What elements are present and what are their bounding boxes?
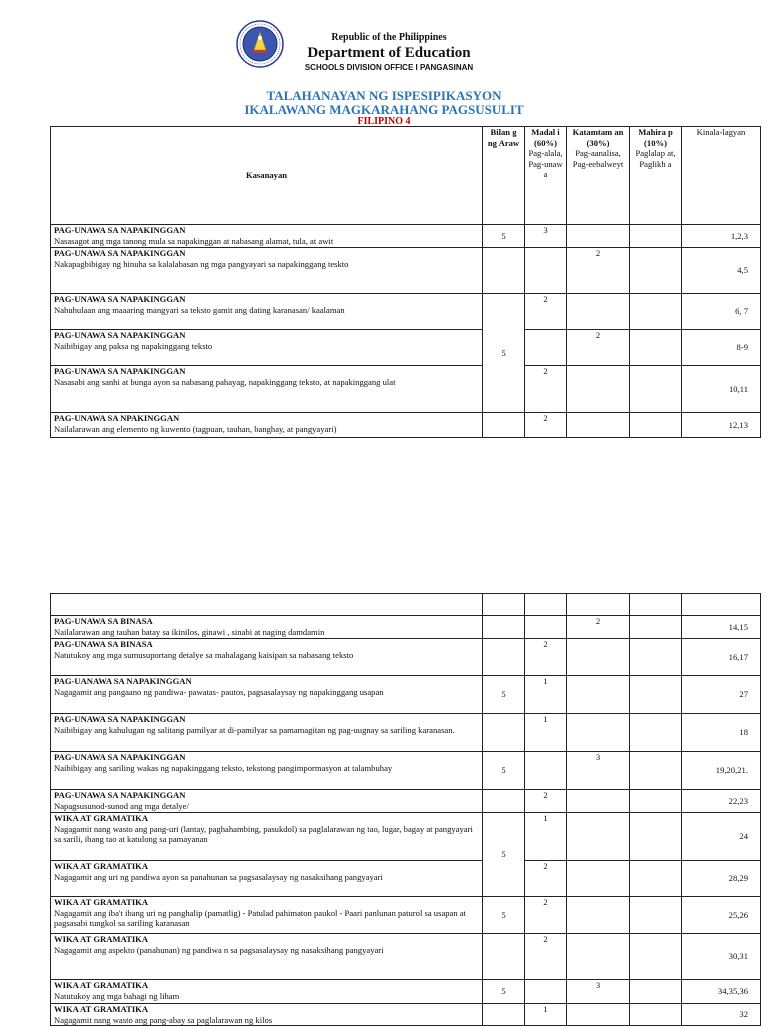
skill-cell xyxy=(51,1004,483,1026)
table-row xyxy=(51,616,761,639)
days-cell xyxy=(483,248,525,294)
skill-cell xyxy=(51,294,483,330)
difficult-count-cell xyxy=(630,676,682,714)
skill-cell xyxy=(51,330,483,366)
location-cell: 1,2,3 xyxy=(682,225,761,248)
col-difficult: Mahira p (10%) Paglalap at, Paglikh a xyxy=(630,127,682,225)
average-count-cell xyxy=(567,294,630,330)
skill-cell xyxy=(51,413,483,438)
skill-cell xyxy=(51,616,483,639)
average-count-cell xyxy=(567,1004,630,1026)
location-cell: 30,31 xyxy=(682,934,761,980)
days-cell: 5 xyxy=(483,225,525,248)
skill-description: Naibibigay ang kahulugan ng salitang pamilyar at di-pamilyar sa pamamagitan ng pag-uugnay sa sariling karanasan. xyxy=(54,724,455,735)
difficult-count-cell xyxy=(630,1004,682,1026)
days-cell xyxy=(483,714,525,752)
skill-description: Natutukoy ang mga sumusuportang detalye sa mahalagang kaisipan sa nabasang teksto xyxy=(54,649,354,660)
days-cell: 5 xyxy=(483,294,525,413)
division-name: SCHOOLS DIVISION OFFICE I PANGASINAN xyxy=(304,63,474,72)
table-row xyxy=(51,897,761,934)
difficult-count-cell xyxy=(630,330,682,366)
skill-cell xyxy=(51,980,483,1004)
average-count-cell xyxy=(567,790,630,813)
table-row xyxy=(51,639,761,676)
skill-description: Naibibigay ang sariling wakas ng napakinggang teksto, tekstong pangimpormasyon at talambuhay xyxy=(54,762,393,773)
days-cell: 5 xyxy=(483,676,525,714)
average-count-cell: 2 xyxy=(567,330,630,366)
table-row xyxy=(51,1004,761,1026)
republic-label: Republic of the Philippines xyxy=(331,32,447,43)
skill-cell xyxy=(51,813,483,861)
location-cell: 8-9 xyxy=(682,330,761,366)
document-header xyxy=(0,14,768,84)
days-cell: 5 xyxy=(483,897,525,934)
location-cell: 24 xyxy=(682,813,761,861)
skill-heading: PAG-UNAWA SA NAPAKINGGAN xyxy=(54,330,186,340)
skill-heading: PAG-UNAWA SA NAPAKINGGAN xyxy=(54,248,186,258)
days-cell xyxy=(483,639,525,676)
average-count-cell xyxy=(567,225,630,248)
easy-count-cell xyxy=(525,330,567,366)
table-row xyxy=(51,676,761,714)
skill-cell xyxy=(51,714,483,752)
location-cell: 22,23 xyxy=(682,790,761,813)
easy-count-cell xyxy=(525,980,567,1004)
skill-heading: WIKA AT GRAMATIKA xyxy=(54,813,149,823)
average-count-cell xyxy=(567,861,630,897)
easy-count-cell: 1 xyxy=(525,1004,567,1026)
easy-count-cell xyxy=(525,752,567,790)
skill-cell xyxy=(51,639,483,676)
average-count-cell xyxy=(567,366,630,413)
skill-description: Natutukoy ang mga bahagi ng liham xyxy=(54,990,180,1001)
skill-cell xyxy=(51,897,483,934)
skill-heading: WIKA AT GRAMATIKA xyxy=(54,980,149,990)
doc-title: TALAHANAYAN NG ISPESIPIKASYON xyxy=(266,88,502,103)
difficult-count-cell xyxy=(630,790,682,813)
skill-description: Nagagamit nang wasto ang pang-uri (lantay, paghahambing, pasukdol) sa paglalarawan ng tao, lugar, bagay at pangyayari sa sarili, ibang tao at katulong sa pamayanan xyxy=(54,823,473,844)
subject-label: FILIPINO 4 xyxy=(357,116,411,127)
skill-description: Nahuhulaan ang maaaring mangyari sa teksto gamit ang dating karanasan/ kaalaman xyxy=(54,304,345,315)
location-cell: 25,26 xyxy=(682,897,761,934)
easy-count-cell: 2 xyxy=(525,790,567,813)
table-row xyxy=(51,752,761,790)
skill-description: Nailalarawan ang tauhan batay sa ikinilos, ginawi , sinabi at naging damdamin xyxy=(54,626,325,637)
skill-description: Nagagamit ang aspekto (panahunan) ng pandiwa n sa pagsasalaysay ng nasaksihang pangyayari xyxy=(54,944,384,955)
col-easy: Madal i (60%) Pag-alala, Pag-unaw a xyxy=(525,127,567,225)
skill-heading: WIKA AT GRAMATIKA xyxy=(54,1004,149,1014)
easy-count-cell: 2 xyxy=(525,897,567,934)
location-cell: 16,17 xyxy=(682,639,761,676)
days-cell: 5 xyxy=(483,752,525,790)
skill-cell xyxy=(51,676,483,714)
skill-description: Nagagamit ang iba't ibang uri ng panghalip (pamatlig) - Patulad pahimaton paukol - Paari panlunan paturol sa usapan at pagsasabi tungkol sa sariling karanasan xyxy=(54,907,467,928)
difficult-count-cell xyxy=(630,980,682,1004)
table-row xyxy=(51,714,761,752)
blank-header-cell xyxy=(51,594,483,616)
skill-cell xyxy=(51,752,483,790)
skill-description: Nagagamit ang pangaano ng pandiwa- pawatas- pautos, pagsasalaysay ng napakinggang usapan xyxy=(54,686,384,697)
difficult-count-cell xyxy=(630,248,682,294)
table-row xyxy=(51,225,761,248)
skill-heading: PAG-UNAWA SA NAPAKINGGAN xyxy=(54,366,186,376)
skill-cell xyxy=(51,366,483,413)
location-cell: 12,13 xyxy=(682,413,761,438)
difficult-count-cell xyxy=(630,616,682,639)
skill-cell xyxy=(51,248,483,294)
easy-count-cell: 2 xyxy=(525,639,567,676)
table-row xyxy=(51,861,761,897)
days-cell: 5 xyxy=(483,980,525,1004)
location-cell: 6, 7 xyxy=(682,294,761,330)
difficult-count-cell xyxy=(630,897,682,934)
days-cell xyxy=(483,790,525,813)
skill-heading: PAG-UNAWA SA NAPAKINGGAN xyxy=(54,790,186,800)
department-name: Department of Education xyxy=(307,45,471,61)
average-count-cell xyxy=(567,934,630,980)
skill-description: Nagagamit nang wasto ang pang-abay sa paglalarawan ng kilos xyxy=(54,1014,273,1025)
easy-count-cell: 2 xyxy=(525,294,567,330)
deped-seal-icon xyxy=(236,20,284,68)
table-row xyxy=(51,790,761,813)
difficult-count-cell xyxy=(630,413,682,438)
skill-heading: WIKA AT GRAMATIKA xyxy=(54,934,149,944)
skill-heading: PAG-UNAWA SA NAPAKINGGAN xyxy=(54,714,186,724)
location-cell: 32 xyxy=(682,1004,761,1026)
days-cell: 5 xyxy=(483,813,525,897)
skill-heading: PAG-UNAWA SA NAPAKINGGAN xyxy=(54,752,186,762)
skill-description: Nasasagot ang mga tanong mula sa napakinggan at nabasang alamat, tula, at awit xyxy=(54,235,334,246)
easy-count-cell: 1 xyxy=(525,714,567,752)
easy-count-cell: 2 xyxy=(525,366,567,413)
average-count-cell xyxy=(567,714,630,752)
location-cell: 14,15 xyxy=(682,616,761,639)
location-cell: 28,29 xyxy=(682,861,761,897)
days-cell xyxy=(483,413,525,438)
difficult-count-cell xyxy=(630,366,682,413)
easy-count-cell xyxy=(525,616,567,639)
average-count-cell: 3 xyxy=(567,980,630,1004)
location-cell: 34,35,36 xyxy=(682,980,761,1004)
days-cell xyxy=(483,934,525,980)
easy-count-cell: 3 xyxy=(525,225,567,248)
days-cell xyxy=(483,1004,525,1026)
difficult-count-cell xyxy=(630,225,682,248)
skill-description: Naibibigay ang paksa ng napakinggang teksto xyxy=(54,340,213,351)
difficult-count-cell xyxy=(630,861,682,897)
days-cell xyxy=(483,616,525,639)
skill-cell xyxy=(51,790,483,813)
easy-count-cell: 2 xyxy=(525,934,567,980)
difficult-count-cell xyxy=(630,934,682,980)
table-row xyxy=(51,980,761,1004)
skill-heading: WIKA AT GRAMATIKA xyxy=(54,897,149,907)
location-cell: 19,20,21. xyxy=(682,752,761,790)
col-skill: Kasanayan xyxy=(51,127,483,225)
skill-cell xyxy=(51,225,483,248)
location-cell: 10,11 xyxy=(682,366,761,413)
location-cell: 4,5 xyxy=(682,248,761,294)
table-row xyxy=(51,366,761,413)
average-count-cell xyxy=(567,676,630,714)
skill-heading: PAG-UNAWA SA BINASA xyxy=(54,639,153,649)
difficult-count-cell xyxy=(630,714,682,752)
skill-description: Nagagamit ang uri ng pandiwa ayon sa panahunan sa pagsasalaysay ng nasaksihang pangyayari xyxy=(54,871,383,882)
skill-heading: PAG-UNAWA SA NPAKINGGAN xyxy=(54,413,180,423)
table-row xyxy=(51,813,761,861)
skill-cell xyxy=(51,861,483,897)
easy-count-cell: 2 xyxy=(525,861,567,897)
table-row xyxy=(51,413,761,438)
skill-description: Nailalarawan ang elemento ng kuwento (tagpuan, tauhan, banghay, at pangyayari) xyxy=(54,423,337,434)
average-count-cell xyxy=(567,813,630,861)
average-count-cell: 3 xyxy=(567,752,630,790)
skill-heading: PAG-UNAWA SA NAPAKINGGAN xyxy=(54,225,186,235)
average-count-cell xyxy=(567,413,630,438)
skill-description: Nasasabi ang sanhi at bunga ayon sa nabasang pahayag, napakinggang teksto, at napakinggang ulat xyxy=(54,376,396,387)
skill-heading: PAG-UANAWA SA NAPAKINGGAN xyxy=(54,676,192,686)
easy-count-cell: 1 xyxy=(525,813,567,861)
table-row xyxy=(51,330,761,366)
specification-table-2 xyxy=(50,593,761,1026)
table-row xyxy=(51,934,761,980)
average-count-cell xyxy=(567,897,630,934)
difficult-count-cell xyxy=(630,294,682,330)
average-count-cell xyxy=(567,639,630,676)
skill-description: Napagsusunod-sunod ang mga detalye/ xyxy=(54,800,189,811)
skill-heading: WIKA AT GRAMATIKA xyxy=(54,861,149,871)
col-average: Katamtam an (30%) Pag-aanalisa, Pag-eebalweyt xyxy=(567,127,630,225)
col-days: Bilan g ng Araw xyxy=(483,127,525,225)
specification-table-1 xyxy=(50,126,761,438)
difficult-count-cell xyxy=(630,813,682,861)
col-location: Kinala-lagyan xyxy=(682,127,761,225)
difficult-count-cell xyxy=(630,752,682,790)
location-cell: 27 xyxy=(682,676,761,714)
location-cell: 18 xyxy=(682,714,761,752)
doc-subtitle: IKALAWANG MAGKARAHANG PAGSUSULIT xyxy=(244,102,524,117)
average-count-cell: 2 xyxy=(567,248,630,294)
skill-description: Nakapagbibigay ng hinuha sa kalalabasan ng mga pangyayari sa napakinggang teskto xyxy=(54,258,349,269)
difficult-count-cell xyxy=(630,639,682,676)
average-count-cell: 2 xyxy=(567,616,630,639)
easy-count-cell: 2 xyxy=(525,413,567,438)
table-row xyxy=(51,294,761,330)
easy-count-cell xyxy=(525,248,567,294)
table-row xyxy=(51,248,761,294)
skill-cell xyxy=(51,934,483,980)
skill-heading: PAG-UNAWA SA NAPAKINGGAN xyxy=(54,294,186,304)
easy-count-cell: 1 xyxy=(525,676,567,714)
skill-heading: PAG-UNAWA SA BINASA xyxy=(54,616,153,626)
